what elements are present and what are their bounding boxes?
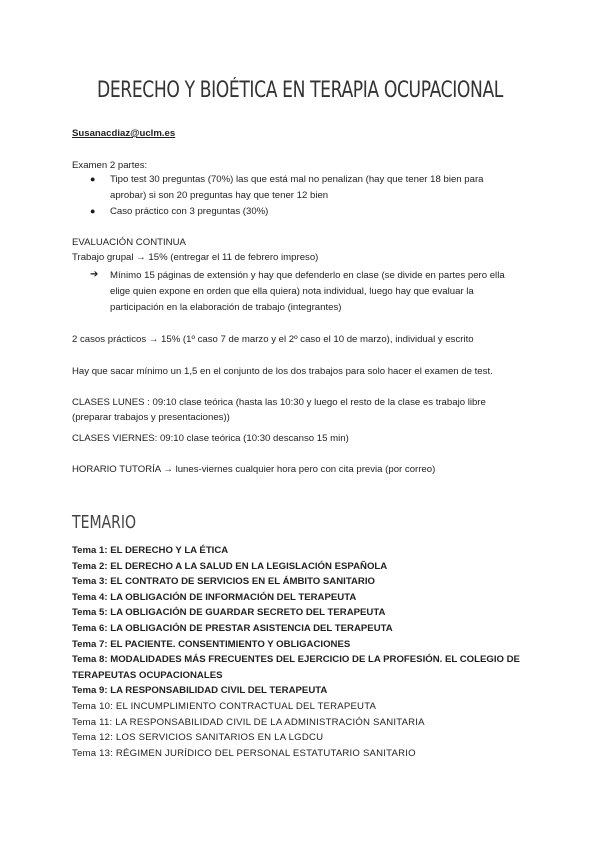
tema-item: Tema 4: LA OBLIGACIÓN DE INFORMACIÓN DEL TERAPEUTA: [72, 591, 357, 603]
page-title: DERECHO Y BIOÉTICA EN TERAPIA OCUPACIONAL: [97, 78, 503, 103]
tema-item: Tema 5: LA OBLIGACIÓN DE GUARDAR SECRETO DEL TERAPEUTA: [72, 607, 386, 619]
tema-item: Tema 12: LOS SERVICIOS SANITARIOS EN LA LGDCU: [72, 732, 324, 744]
tema-item: Tema 8: MODALIDADES MÁS FRECUENTES DEL EJERCICIO DE LA PROFESIÓN. EL COLEGIO DE: [72, 654, 520, 666]
continua-heading: EVALUACIÓN CONTINUA: [72, 237, 186, 248]
horario-tutoria: HORARIO TUTORÍA → lunes-viernes cualquier hora pero con cita previa (por correo): [72, 464, 436, 475]
trabajo-grupal: Trabajo grupal → 15% (entregar el 11 de febrero impreso): [72, 252, 319, 263]
tema-item: Tema 7: EL PACIENTE. CONSENTIMIENTO Y OBLIGACIONES: [72, 638, 351, 650]
exam-bullet-2: Caso práctico con 3 preguntas (30%): [110, 206, 269, 217]
tema-item: Tema 6: LA OBLIGACIÓN DE PRESTAR ASISTENCIA DEL TERAPEUTA: [72, 623, 393, 634]
trabajo-detail-line-3: participación en la elaboración de trabajo (integrantes): [110, 302, 342, 313]
tema-item: Tema 9: LA RESPONSABILIDAD CIVIL DEL TERAPEUTA: [72, 685, 328, 697]
clases-viernes: CLASES VIERNES: 09:10 clase teórica (10:30 descanso 15 min): [72, 433, 349, 444]
exam-heading: Examen 2 partes:: [72, 160, 148, 171]
bullet-icon: ●: [90, 206, 96, 216]
bullet-icon: ●: [90, 174, 96, 184]
email-link[interactable]: Susanacdiaz@uclm.es: [72, 128, 176, 139]
tema-item: Tema 11: LA RESPONSABILIDAD CIVIL DE LA ADMINISTRACIÓN SANITARIA: [72, 716, 425, 728]
tema-item: TERAPEUTAS OCUPACIONALES: [72, 669, 223, 681]
exam-bullet-1-line-2: aprobar) si son 20 preguntas hay que tener 12 bien: [110, 190, 329, 201]
tema-item: Tema 1: EL DERECHO Y LA ÉTICA: [72, 545, 229, 556]
tema-item: Tema 2: EL DERECHO A LA SALUD EN LA LEGISLACIÓN ESPAÑOLA: [72, 560, 388, 572]
exam-bullet-1-line-1: Tipo test 30 preguntas (70%) las que está mal no penalizan (hay que tener 18 bien para: [110, 174, 484, 185]
casos-practicos: 2 casos prácticos → 15% (1º caso 7 de marzo y el 2º caso el 10 de marzo), individual y escrito: [72, 334, 474, 345]
temario-heading: TEMARIO: [72, 512, 137, 533]
tema-item: Tema 3: EL CONTRATO DE SERVICIOS EN EL ÁMBITO SANITARIO: [72, 576, 375, 588]
minimo-nota: Hay que sacar mínimo un 1,5 en el conjunto de los dos trabajos para solo hacer el examen de test.: [72, 366, 493, 377]
clases-lunes-line-1: CLASES LUNES : 09:10 clase teórica (hasta las 10:30 y luego el resto de la clase es trabajo libre: [72, 397, 486, 408]
trabajo-detail-line-2: elige quien expone en orden que ella quiera) nota individual, luego hay que evaluar la: [110, 286, 474, 297]
tema-item: Tema 10: EL INCUMPLIMIENTO CONTRACTUAL DEL TERAPEUTA: [72, 701, 377, 712]
tema-item: Tema 13: RÉGIMEN JURÍDICO DEL PERSONAL ESTATUTARIO SANITARIO: [72, 747, 416, 759]
arrow-bullet-icon: ➔: [90, 269, 99, 280]
clases-lunes-line-2: (preparar trabajos y presentaciones)): [72, 412, 230, 423]
trabajo-detail-line-1: Mínimo 15 páginas de extensión y hay que defenderlo en clase (se divide en partes pero ella: [110, 270, 505, 281]
